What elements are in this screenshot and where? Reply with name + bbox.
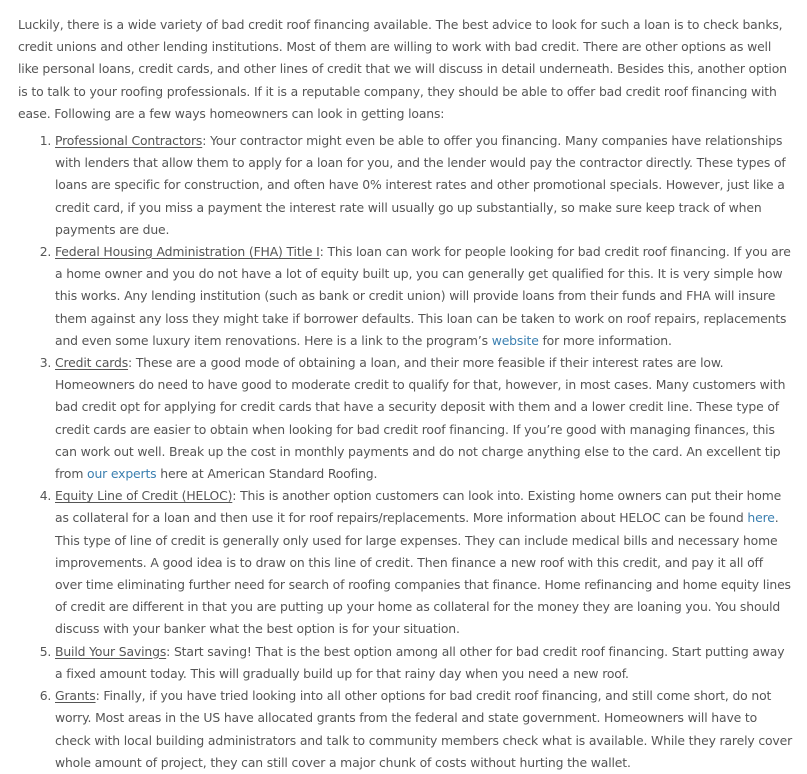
item-text: : Start saving! That is the best option among all other for bad credit roof financing. Start putting away a fixed amount today. This will gradually build up for that rainy day when you need a new roof. (55, 643, 785, 681)
article-body (18, 0, 793, 774)
item-text-continued: . This type of line of credit is generally only used for large expenses. They can include medical bills and necessary home improvements. A good idea is to draw on this line of credit. Then finance a new roof with this credit, and pay it all off over time eliminating further need for search of roofing companies that finance. Home refinancing and home equity lines of credit are different in that you are putting up your home as collateral for the money they are loaning you. You should discuss with your banker what the best option is for your situation. (55, 510, 791, 637)
list-item-professional-contractors (55, 130, 793, 241)
item-text: : This loan can work for people looking for bad credit roof financing. If you are a home owner and you do not have a lot of equity built up, you can generally get qualified for this. It is very simple how this works. Any lending institution (such as bank or credit union) will provide loans from their funds and FHA will insure them against any loss they might take if borrower defaults. This loan can be taken to work on roof repairs, replacements and even some luxury item renovations. Here is a link to the program’s (55, 244, 791, 348)
intro-paragraph: Luckily, there is a wide variety of bad credit roof financing available. The best advice to look for such a loan is to check banks, credit unions and other lending institutions. Most of them are willing to work with bad credit. There are other options as well like personal loans, credit cards, and other lines of credit that we will discuss in detail underneath. Besides this, another option is to talk to your roofing professionals. If it is a reputable company, they should be able to offer bad credit roof financing with ease. Following are a few ways homeowners can look in getting loans: (18, 17, 787, 121)
term-professional-contractors: Professional Contractors (55, 133, 203, 149)
item-text-continued: here at American Standard Roofing. (156, 466, 378, 482)
list-item-heloc (55, 485, 793, 640)
website-link[interactable]: website (491, 332, 539, 348)
term-heloc: Equity Line of Credit (HELOC) (55, 488, 233, 504)
list-item-fha-title-i (55, 241, 793, 352)
item-text: : Finally, if you have tried looking into all other options for bad credit roof financing, and still come short, do not worry. Most areas in the US have allocated grants from the federal and state government. Homeowners will have to check with local building administrators and talk to community members check what is available. While they rarely cover whole amount of project, they can still cover a major chunk of costs without hurting the wallet. (55, 688, 793, 770)
list-item-grants (55, 685, 793, 774)
term-grants: Grants (55, 688, 96, 704)
our-experts-link[interactable]: our experts (87, 466, 157, 482)
term-fha-title-i: Federal Housing Administration (FHA) Title I (55, 244, 320, 260)
item-text: : This is another option customers can look into. Existing home owners can put their home as collateral for a loan and then use it for roof repairs/replacements. More information about HELOC can be found (55, 488, 782, 526)
loan-options-list (18, 130, 793, 774)
heloc-here-link[interactable]: here (747, 510, 775, 526)
item-text: : Your contractor might even be able to offer you financing. Many companies have relationships with lenders that allow them to apply for a loan for you, and the lender would pay the contractor directly. These types of loans are specific for construction, and often have 0% interest rates and other promotional specials. However, just like a credit card, if you miss a payment the interest rate will usually go up substantially, so make sure keep track of when payments are due. (55, 133, 786, 237)
list-item-credit-cards (55, 352, 793, 485)
term-build-your-savings: Build Your Savings (55, 643, 167, 659)
item-text: : These are a good mode of obtaining a loan, and their more feasible if their interest rates are low. Homeowners do need to have good to moderate credit to qualify for that, however, in most cases. Many customers with bad credit opt for applying for credit cards that have a security deposit with them and a lower credit line. These type of credit cards are easier to obtain when looking for bad credit roof financing. If you’re good with managing finances, this can work out well. Break up the cost in monthly payments and do not charge anything else to the card. An excellent tip from (55, 355, 786, 482)
item-text-continued: for more information. (538, 332, 672, 348)
list-item-build-your-savings (55, 641, 793, 685)
term-credit-cards: Credit cards (55, 355, 129, 371)
